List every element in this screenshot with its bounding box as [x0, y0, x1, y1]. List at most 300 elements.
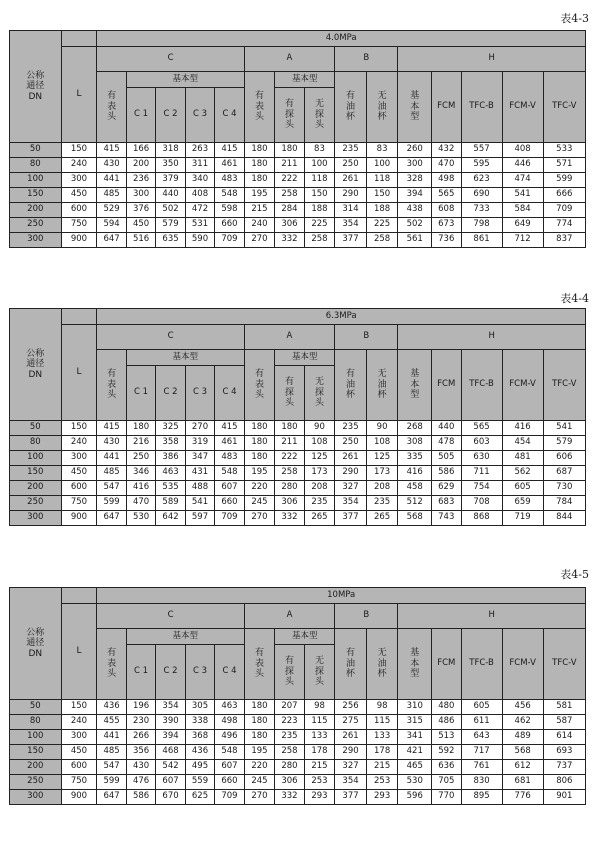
table-cell: 208 — [366, 481, 398, 496]
table-cell: 416 — [126, 481, 155, 496]
table-cell: 642 — [156, 511, 185, 526]
table-cell: 709 — [215, 233, 244, 248]
table-cell: 211 — [275, 158, 304, 173]
table-cell: 586 — [432, 466, 461, 481]
table-row — [10, 730, 586, 745]
table-cell: 377 — [335, 511, 367, 526]
table-cell: 636 — [432, 760, 461, 775]
table-cell: 386 — [156, 451, 185, 466]
table-cell: 195 — [244, 745, 275, 760]
header-a-with-probe: 有 探 头 — [275, 88, 304, 143]
table-cell: 115 — [366, 715, 398, 730]
header-l: L — [61, 604, 97, 700]
table-caption: 表4-3 — [560, 12, 589, 25]
table-row — [10, 715, 586, 730]
table-cell: 178 — [366, 745, 398, 760]
table-cell: 461 — [215, 436, 244, 451]
table-cell: 180 — [244, 730, 275, 745]
table-cell: 673 — [432, 218, 461, 233]
table-cell: 180 — [244, 173, 275, 188]
table-cell: 235 — [275, 730, 304, 745]
header-dn: 公称 通径 DN — [10, 309, 62, 421]
table-cell: 207 — [275, 700, 304, 715]
table-cell: 868 — [461, 511, 502, 526]
table-cell: 687 — [543, 466, 585, 481]
header-pressure: 6.3MPa — [97, 309, 586, 325]
table-cell: 430 — [126, 760, 155, 775]
table-cell: 235 — [335, 421, 367, 436]
table-cell: 900 — [61, 790, 97, 805]
table-cell: 461 — [215, 158, 244, 173]
table-cell: 649 — [502, 218, 543, 233]
table-cell: 630 — [461, 451, 502, 466]
table-cell: 659 — [502, 496, 543, 511]
table-cell: 394 — [156, 730, 185, 745]
table-cell: 341 — [398, 730, 432, 745]
header-a: A — [244, 47, 335, 72]
table-cell: 709 — [543, 203, 585, 218]
table-cell: 265 — [366, 511, 398, 526]
table-cell: 441 — [97, 173, 126, 188]
table-cell: 647 — [97, 511, 126, 526]
table-cell: 483 — [215, 173, 244, 188]
table-row — [10, 745, 586, 760]
header-tfc-v: TFC-V — [543, 350, 585, 421]
table-cell: 754 — [461, 481, 502, 496]
table-cell: 98 — [366, 700, 398, 715]
table-cell: 222 — [275, 173, 304, 188]
row-dn-cell: 250 — [10, 218, 62, 233]
table-row — [10, 436, 586, 451]
table-cell: 579 — [543, 436, 585, 451]
header-c1: C 1 — [126, 366, 155, 421]
table-cell: 315 — [398, 715, 432, 730]
table-cell: 750 — [61, 218, 97, 233]
header-fcm-v: FCM-V — [502, 72, 543, 143]
table-cell: 660 — [215, 218, 244, 233]
table-cell: 100 — [366, 158, 398, 173]
row-dn-cell: 250 — [10, 775, 62, 790]
table-cell: 173 — [366, 466, 398, 481]
header-a-with-meter: 有 表 头 — [244, 629, 275, 700]
table-cell: 270 — [185, 421, 214, 436]
table-row — [10, 203, 586, 218]
table-cell: 456 — [502, 700, 543, 715]
table-cell: 125 — [304, 451, 335, 466]
table-cell: 455 — [97, 715, 126, 730]
table-cell: 347 — [185, 451, 214, 466]
table-cell: 529 — [97, 203, 126, 218]
table-cell: 589 — [156, 496, 185, 511]
table-cell: 496 — [215, 730, 244, 745]
header-l: L — [61, 47, 97, 143]
header-a-no-probe: 无 探 头 — [304, 88, 335, 143]
table-cell: 284 — [275, 203, 304, 218]
table-cell: 379 — [156, 173, 185, 188]
header-pressure: 4.0MPa — [97, 31, 586, 47]
table-cell: 223 — [275, 715, 304, 730]
table-cell: 240 — [61, 715, 97, 730]
table-cell: 306 — [275, 775, 304, 790]
table-cell: 465 — [398, 760, 432, 775]
table-cell: 690 — [461, 188, 502, 203]
header-row-sub — [10, 629, 586, 645]
table-row — [10, 188, 586, 203]
table-cell: 495 — [185, 760, 214, 775]
table-cell: 115 — [304, 715, 335, 730]
table-cell: 607 — [215, 481, 244, 496]
table-cell: 462 — [502, 715, 543, 730]
table-cell: 483 — [215, 451, 244, 466]
table-cell: 325 — [156, 421, 185, 436]
table-cell: 488 — [185, 481, 214, 496]
table-caption: 表4-4 — [560, 292, 589, 305]
table-cell: 603 — [461, 436, 502, 451]
header-c: C — [97, 325, 244, 350]
header-pressure: 10MPa — [97, 588, 586, 604]
table-row — [10, 421, 586, 436]
table-cell: 416 — [398, 466, 432, 481]
table-cell: 220 — [244, 481, 275, 496]
header-c4: C 4 — [215, 645, 244, 700]
table-row — [10, 233, 586, 248]
table-cell: 709 — [215, 511, 244, 526]
header-c-with-meter: 有 表 头 — [97, 350, 126, 421]
table-row — [10, 496, 586, 511]
header-c2: C 2 — [156, 88, 185, 143]
table-cell: 350 — [156, 158, 185, 173]
table-cell: 598 — [215, 203, 244, 218]
table-cell: 709 — [215, 790, 244, 805]
table-cell: 211 — [275, 436, 304, 451]
table-cell: 608 — [432, 203, 461, 218]
table-cell: 647 — [97, 790, 126, 805]
table-cell: 308 — [398, 436, 432, 451]
header-a-with-probe: 有 探 头 — [275, 645, 304, 700]
table-cell: 568 — [502, 745, 543, 760]
table-cell: 612 — [502, 760, 543, 775]
table-cell: 481 — [502, 451, 543, 466]
table-cell: 225 — [366, 218, 398, 233]
table-cell: 266 — [126, 730, 155, 745]
table-cell: 489 — [502, 730, 543, 745]
table-cell: 125 — [366, 451, 398, 466]
table-cell: 354 — [335, 775, 367, 790]
table-cell: 240 — [244, 218, 275, 233]
spec-table — [9, 30, 586, 248]
table-cell: 270 — [244, 790, 275, 805]
table-cell: 581 — [543, 700, 585, 715]
table-cell: 647 — [97, 233, 126, 248]
header-dn: 公称 通径 DN — [10, 588, 62, 700]
table-cell: 275 — [335, 715, 367, 730]
header-h-basic-type: 基 本 型 — [398, 629, 432, 700]
table-cell: 98 — [304, 700, 335, 715]
table-cell: 535 — [156, 481, 185, 496]
table-cell: 240 — [61, 436, 97, 451]
table-cell: 268 — [398, 421, 432, 436]
table-cell: 485 — [97, 466, 126, 481]
table-cell: 430 — [97, 436, 126, 451]
table-cell: 470 — [432, 158, 461, 173]
header-a-with-meter: 有 表 头 — [244, 72, 275, 143]
header-tfc-b: TFC-B — [461, 629, 502, 700]
row-dn-cell: 80 — [10, 158, 62, 173]
table-cell: 770 — [432, 790, 461, 805]
table-cell: 332 — [275, 790, 304, 805]
table-cell: 150 — [366, 188, 398, 203]
header-h: H — [398, 604, 586, 629]
header-b-with-oil-cup: 有 油 杯 — [335, 350, 367, 421]
table-cell: 502 — [398, 218, 432, 233]
header-row-groups — [10, 604, 586, 629]
table-cell: 90 — [366, 421, 398, 436]
table-cell: 354 — [335, 218, 367, 233]
row-dn-cell: 80 — [10, 715, 62, 730]
table-cell: 408 — [185, 188, 214, 203]
table-cell: 530 — [398, 775, 432, 790]
table-cell: 222 — [275, 451, 304, 466]
table-cell: 327 — [335, 760, 367, 775]
header-a-basic: 基本型 — [275, 350, 335, 366]
header-c-with-meter: 有 表 头 — [97, 629, 126, 700]
table-cell: 476 — [126, 775, 155, 790]
table-row — [10, 466, 586, 481]
table-cell: 300 — [61, 451, 97, 466]
table-cell: 565 — [461, 421, 502, 436]
table-cell: 605 — [502, 481, 543, 496]
table-row — [10, 158, 586, 173]
table-cell: 450 — [61, 745, 97, 760]
table-cell: 300 — [126, 188, 155, 203]
table-cell: 712 — [502, 233, 543, 248]
table-cell: 245 — [244, 775, 275, 790]
table-cell: 468 — [156, 745, 185, 760]
header-tfc-v: TFC-V — [543, 72, 585, 143]
header-c4: C 4 — [215, 366, 244, 421]
table-cell: 261 — [335, 451, 367, 466]
row-dn-cell: 250 — [10, 496, 62, 511]
table-cell: 188 — [304, 203, 335, 218]
table-cell: 683 — [432, 496, 461, 511]
table-cell: 568 — [398, 511, 432, 526]
header-h: H — [398, 325, 586, 350]
table-cell: 83 — [366, 143, 398, 158]
table-cell: 600 — [61, 203, 97, 218]
table-cell: 472 — [185, 203, 214, 218]
table-cell: 737 — [543, 760, 585, 775]
header-fcm: FCM — [432, 350, 461, 421]
table-cell: 332 — [275, 511, 304, 526]
header-h: H — [398, 47, 586, 72]
table-cell: 390 — [156, 715, 185, 730]
table-cell: 463 — [156, 466, 185, 481]
header-fcm-v: FCM-V — [502, 629, 543, 700]
table-cell: 290 — [335, 466, 367, 481]
header-h-basic-type: 基 本 型 — [398, 350, 432, 421]
table-cell: 195 — [244, 188, 275, 203]
table-cell: 478 — [432, 436, 461, 451]
table-cell: 332 — [275, 233, 304, 248]
table-cell: 245 — [244, 496, 275, 511]
table-cell: 750 — [61, 775, 97, 790]
table-cell: 458 — [398, 481, 432, 496]
table-cell: 290 — [335, 188, 367, 203]
header-a-basic: 基本型 — [275, 629, 335, 645]
table-cell: 253 — [304, 775, 335, 790]
table-cell: 693 — [543, 745, 585, 760]
table-cell: 454 — [502, 436, 543, 451]
header-row-pressure — [10, 31, 586, 47]
row-dn-cell: 300 — [10, 233, 62, 248]
table-cell: 730 — [543, 481, 585, 496]
header-b: B — [335, 604, 398, 629]
table-row — [10, 511, 586, 526]
table-cell: 253 — [366, 775, 398, 790]
table-cell: 293 — [366, 790, 398, 805]
table-row — [10, 790, 586, 805]
table-cell: 547 — [97, 760, 126, 775]
table-cell: 250 — [335, 158, 367, 173]
table-cell: 354 — [156, 700, 185, 715]
table-cell: 416 — [502, 421, 543, 436]
header-tfc-b: TFC-B — [461, 72, 502, 143]
header-a-no-probe: 无 探 头 — [304, 366, 335, 421]
table-cell: 643 — [461, 730, 502, 745]
table-cell: 340 — [185, 173, 214, 188]
table-cell: 480 — [432, 700, 461, 715]
header-c4: C 4 — [215, 88, 244, 143]
table-row — [10, 143, 586, 158]
table-cell: 261 — [335, 173, 367, 188]
table-cell: 196 — [126, 700, 155, 715]
table-cell: 150 — [61, 421, 97, 436]
table-cell: 607 — [156, 775, 185, 790]
header-blank — [61, 309, 97, 325]
table-cell: 586 — [126, 790, 155, 805]
header-b-no-oil-cup: 无 油 杯 — [366, 72, 398, 143]
table-cell: 584 — [502, 203, 543, 218]
row-dn-cell: 80 — [10, 436, 62, 451]
table-cell: 541 — [502, 188, 543, 203]
table-cell: 541 — [543, 421, 585, 436]
table-cell: 530 — [126, 511, 155, 526]
table-cell: 178 — [304, 745, 335, 760]
table-cell: 895 — [461, 790, 502, 805]
row-dn-cell: 100 — [10, 730, 62, 745]
table-cell: 498 — [432, 173, 461, 188]
table-cell: 415 — [97, 421, 126, 436]
header-tfc-v: TFC-V — [543, 629, 585, 700]
table-cell: 236 — [126, 173, 155, 188]
header-b: B — [335, 47, 398, 72]
spec-table — [9, 308, 586, 526]
header-a: A — [244, 604, 335, 629]
table-cell: 180 — [244, 158, 275, 173]
table-cell: 394 — [398, 188, 432, 203]
table-cell: 660 — [215, 775, 244, 790]
table-cell: 408 — [502, 143, 543, 158]
table-cell: 571 — [543, 158, 585, 173]
table-cell: 595 — [461, 158, 502, 173]
table-cell: 498 — [215, 715, 244, 730]
header-b-no-oil-cup: 无 油 杯 — [366, 629, 398, 700]
row-dn-cell: 50 — [10, 143, 62, 158]
table-cell: 844 — [543, 511, 585, 526]
table-cell: 708 — [461, 496, 502, 511]
table-cell: 605 — [461, 700, 502, 715]
table-cell: 150 — [61, 700, 97, 715]
table-cell: 470 — [126, 496, 155, 511]
table-cell: 263 — [185, 143, 214, 158]
header-b-with-oil-cup: 有 油 杯 — [335, 629, 367, 700]
table-cell: 432 — [432, 143, 461, 158]
table-cell: 200 — [126, 158, 155, 173]
table-cell: 300 — [61, 730, 97, 745]
table-cell: 108 — [366, 436, 398, 451]
table-cell: 561 — [398, 233, 432, 248]
table-cell: 590 — [185, 233, 214, 248]
table-cell: 635 — [156, 233, 185, 248]
table-cell: 290 — [335, 745, 367, 760]
table-cell: 280 — [275, 760, 304, 775]
table-cell: 180 — [126, 421, 155, 436]
table-cell: 376 — [126, 203, 155, 218]
table-cell: 681 — [502, 775, 543, 790]
table-cell: 629 — [432, 481, 461, 496]
table-cell: 502 — [156, 203, 185, 218]
table-row — [10, 451, 586, 466]
header-a: A — [244, 325, 335, 350]
table-cell: 108 — [304, 436, 335, 451]
table-cell: 711 — [461, 466, 502, 481]
header-blank — [61, 31, 97, 47]
table-cell: 133 — [366, 730, 398, 745]
table-cell: 548 — [215, 188, 244, 203]
table-cell: 705 — [432, 775, 461, 790]
table-cell: 587 — [543, 715, 585, 730]
table-cell: 446 — [502, 158, 543, 173]
table-cell: 614 — [543, 730, 585, 745]
table-cell: 335 — [398, 451, 432, 466]
table-cell: 463 — [215, 700, 244, 715]
table-cell: 557 — [461, 143, 502, 158]
header-blank — [61, 588, 97, 604]
table-cell: 548 — [215, 745, 244, 760]
table-cell: 180 — [244, 421, 275, 436]
table-cell: 784 — [543, 496, 585, 511]
table-cell: 180 — [244, 451, 275, 466]
table-cell: 306 — [275, 496, 304, 511]
table-cell: 474 — [502, 173, 543, 188]
table-cell: 377 — [335, 233, 367, 248]
header-c2: C 2 — [156, 645, 185, 700]
table-cell: 606 — [543, 451, 585, 466]
table-cell: 328 — [398, 173, 432, 188]
table-cell: 319 — [185, 436, 214, 451]
table-cell: 900 — [61, 233, 97, 248]
table-cell: 150 — [304, 188, 335, 203]
table-cell: 486 — [432, 715, 461, 730]
header-row-pressure — [10, 588, 586, 604]
table-cell: 368 — [185, 730, 214, 745]
header-b: B — [335, 325, 398, 350]
table-cell: 599 — [97, 775, 126, 790]
table-cell: 258 — [366, 233, 398, 248]
table-cell: 240 — [61, 158, 97, 173]
table-cell: 265 — [304, 511, 335, 526]
table-cell: 250 — [126, 451, 155, 466]
